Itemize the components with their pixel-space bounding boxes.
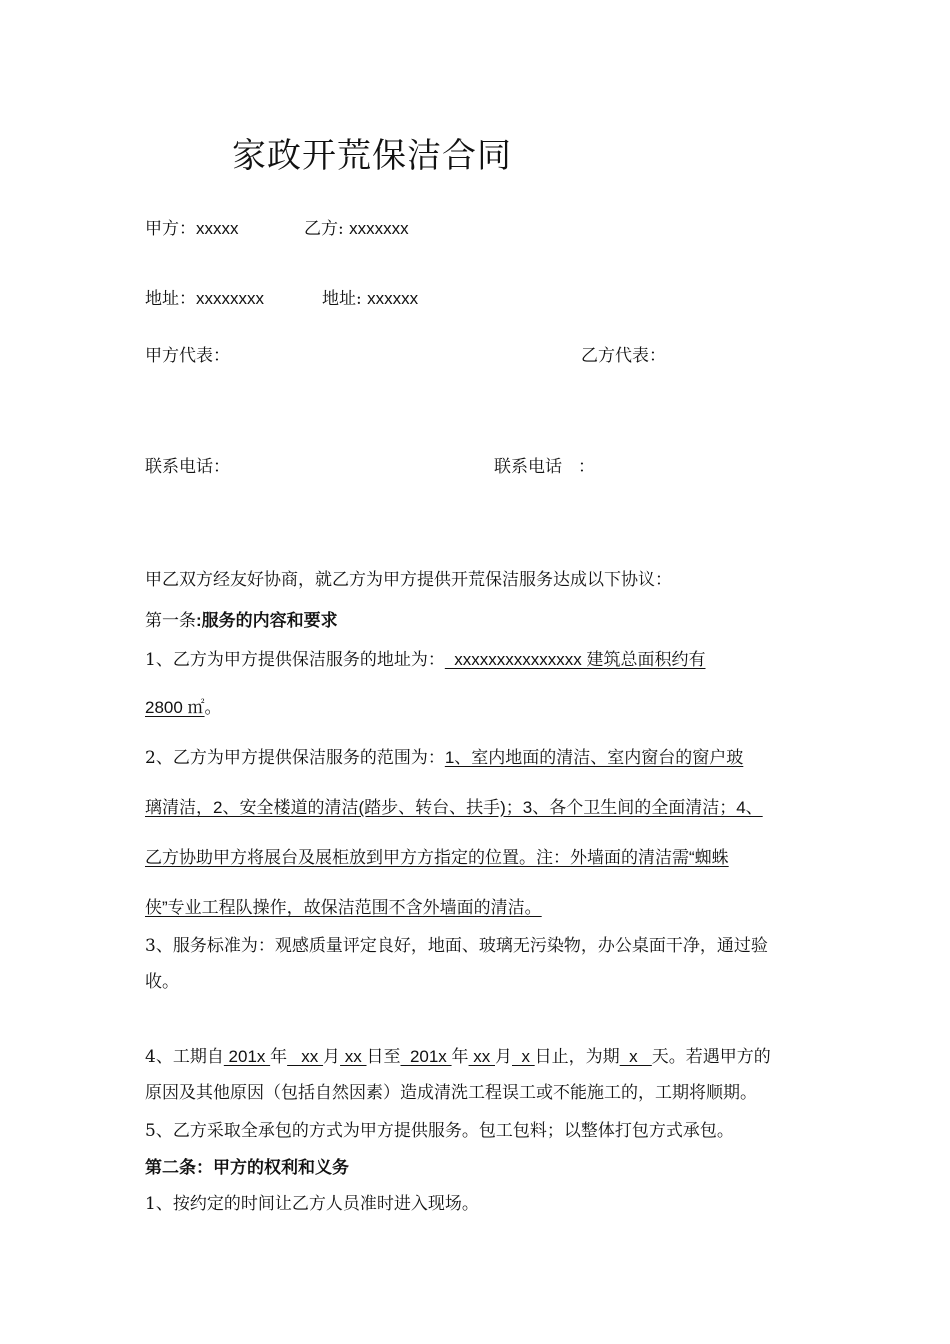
party-b-representative-label: 乙方代表：	[581, 346, 666, 366]
item-4-duration: x	[619, 1047, 652, 1066]
party-b-phone-label: 联系电话	[494, 457, 562, 477]
article-1-item-5: 5、乙方采取全承包的方式为甲方提供服务。包工包料；以整体打包方式承包。	[145, 1121, 734, 1141]
item-4-text-3: 月	[323, 1047, 341, 1067]
article-1-title: :服务的内容和要求	[196, 611, 338, 630]
article-1-item-3-line-2: 收。	[145, 972, 179, 992]
party-a-label: 甲方：	[145, 219, 196, 239]
item-4-text-6: 月	[495, 1047, 512, 1067]
item-4-text-7: 日止，为期	[534, 1047, 620, 1067]
party-b-address-value: xxxxxx	[367, 289, 419, 308]
article-1-heading	[145, 606, 338, 631]
party-a-value: xxxxx	[196, 219, 239, 238]
party-a-line	[145, 214, 239, 239]
item-2-scope-line-4: 侠”专业工程队操作，故保洁范围不含外墙面的清洁。	[145, 898, 542, 917]
item-4-end-month: xx	[468, 1047, 495, 1066]
article-1-item-1-line-1	[145, 645, 706, 670]
article-1-item-2-line-1	[145, 743, 743, 768]
party-a-address-value: xxxxxxxx	[196, 289, 264, 308]
article-2-item-1: 1、按约定的时间让乙方人员准时进入现场。	[145, 1194, 479, 1214]
article-1-item-1-line-2	[145, 693, 222, 718]
party-b-line	[304, 214, 409, 239]
party-b-address-line	[322, 284, 418, 309]
item-1-area: 2800 ㎡	[145, 698, 205, 717]
article-1-item-3-line-1: 3、服务标准为：观感质量评定良好，地面、玻璃无污染物，办公桌面干净，通过验	[145, 936, 768, 956]
item-4-end-year: 201x	[400, 1047, 452, 1066]
item-4-text-5: 年	[451, 1047, 469, 1067]
item-4-text-8: 天。若遇甲方的	[651, 1047, 771, 1067]
item-1-address: xxxxxxxxxxxxxxx 建筑总面积约有	[444, 650, 706, 669]
party-b-phone-colon: ：	[578, 457, 595, 477]
intro-paragraph: 甲乙双方经友好协商，就乙方为甲方提供开荒保洁服务达成以下协议：	[145, 570, 672, 590]
party-a-phone-label: 联系电话：	[145, 457, 230, 477]
party-b-label: 乙方:	[304, 219, 350, 239]
article-1-item-4-line-1	[145, 1042, 771, 1067]
party-a-address-line	[145, 284, 264, 309]
item-1-end: 。	[204, 698, 222, 718]
article-1-prefix: 第一条	[145, 611, 196, 631]
item-4-start-month: xx	[287, 1047, 324, 1066]
item-2-prefix: 2、乙方为甲方提供保洁服务的范围为：	[145, 748, 445, 768]
party-b-value: xxxxxxx	[349, 219, 409, 238]
document-title: 家政开荒保洁合同	[232, 136, 512, 176]
item-4-text-4: 日至	[366, 1047, 401, 1067]
article-1-item-4-line-2: 原因及其他原因（包括自然因素）造成清洗工程误工或不能施工的，工期将顺期。	[145, 1083, 757, 1103]
article-2-heading: 第二条：甲方的权利和义务	[145, 1158, 349, 1178]
item-2-scope-line-3: 乙方协助甲方将展台及展柜放到甲方方指定的位置。注：外墙面的清洁需“蜘蛛	[145, 848, 729, 867]
item-4-start-day: xx	[340, 1047, 367, 1066]
item-4-text-2: 年	[270, 1047, 288, 1067]
item-4-end-day: x	[512, 1047, 535, 1066]
item-4-text-1: 4、工期自	[145, 1047, 224, 1067]
party-b-address-label: 地址:	[322, 289, 368, 309]
item-2-scope-line-2: 璃清洁，2、安全楼道的清洁(踏步、转台、扶手)；3、各个卫生间的全面清洁；4、	[145, 798, 763, 817]
item-4-start-year: 201x	[223, 1047, 271, 1066]
party-a-representative-label: 甲方代表：	[145, 346, 230, 366]
item-2-scope-line-1: 1、室内地面的清洁、室内窗台的窗户玻	[444, 748, 744, 767]
party-b-phone-line	[494, 452, 595, 477]
party-a-address-label: 地址：	[145, 289, 196, 309]
item-1-prefix: 1、乙方为甲方提供保洁服务的地址为：	[145, 650, 445, 670]
